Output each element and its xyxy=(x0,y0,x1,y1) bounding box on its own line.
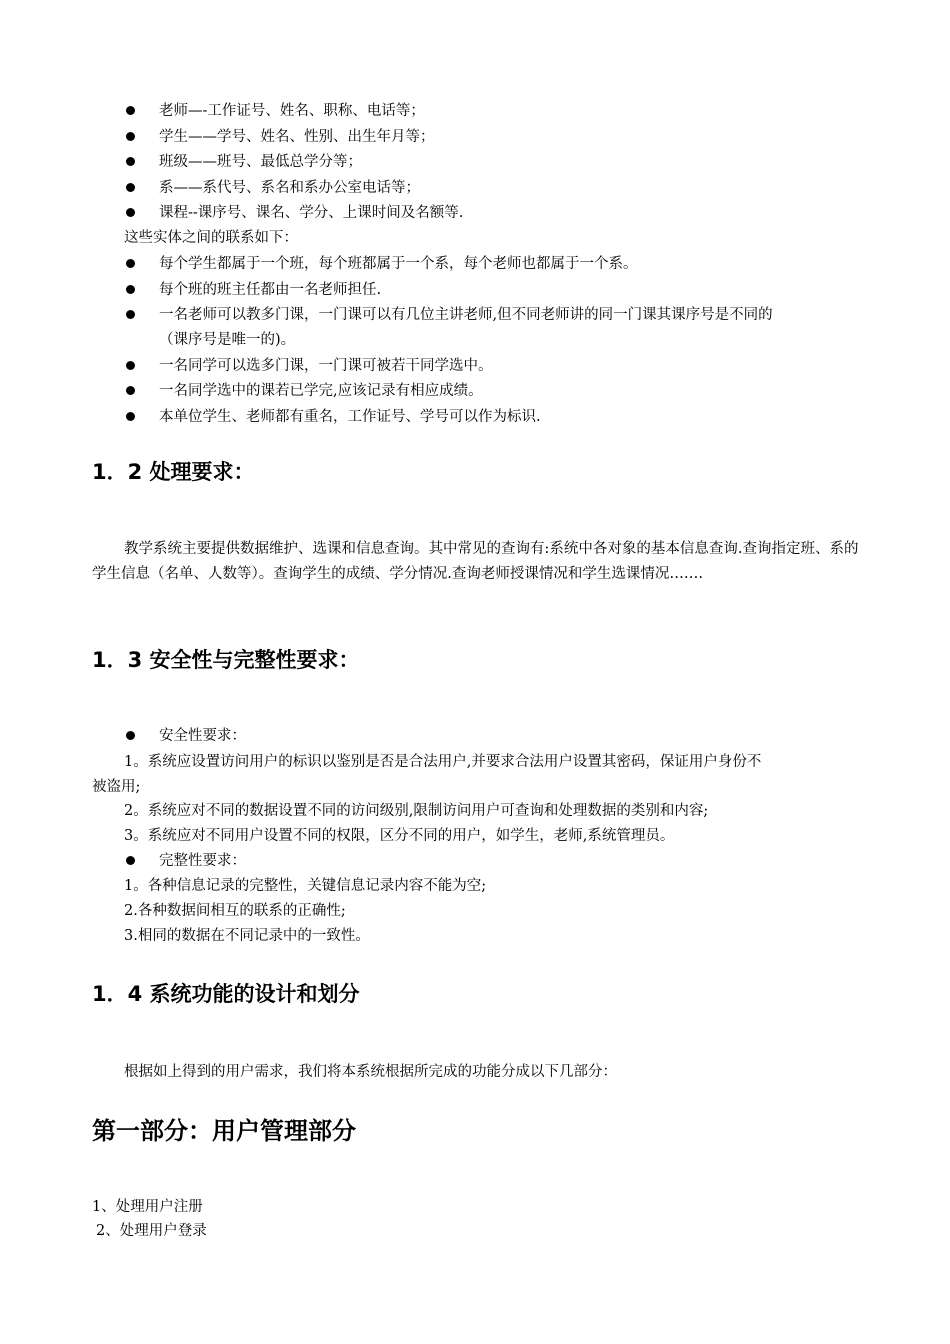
list-item-text: 一名同学选中的课若已学完,应该记录有相应成绩。 xyxy=(159,383,483,399)
security-item-1: 1。系统应设置访问用户的标识以鉴别是否是合法用户,并要求合法用户设置其密码，保证用户身份不 xyxy=(124,754,762,770)
integrity-item-2: 2.各种数据间相互的联系的正确性; xyxy=(124,903,346,919)
bullet-icon xyxy=(126,183,135,192)
bullet-icon xyxy=(126,106,135,115)
security-item-1-continued: 被盗用; xyxy=(92,779,141,795)
section-heading-1-3: 1．3 安全性与完整性要求： xyxy=(92,648,360,672)
section-1-2-paragraph: 教学系统主要提供数据维护、选课和信息查询。其中常见的查询有:系统中各对象的基本信息查询.查询指定班、系的学生信息（名单、人数等）。查询学生的成绩、学分情况.查询老师授课情况和学生选课情况……. xyxy=(92,541,859,582)
bullet-icon xyxy=(126,132,135,141)
bullet-icon xyxy=(126,731,135,740)
list-item-text: 班级——班号、最低总学分等； xyxy=(159,154,362,170)
security-item-2: 2。系统应对不同的数据设置不同的访问级别,限制访问用户可查询和处理数据的类别和内容; xyxy=(124,803,709,819)
list-item-text: 一名老师可以教多门课，一门课可以有几位主讲老师,但不同老师讲的同一门课其课序号是不同的 xyxy=(159,307,773,323)
integrity-item-1: 1。各种信息记录的完整性，关键信息记录内容不能为空; xyxy=(124,878,487,894)
security-item-3: 3。系统应对不同用户设置不同的权限，区分不同的用户，如学生，老师,系统管理员。 xyxy=(124,828,675,844)
integrity-label: 完整性要求： xyxy=(159,853,246,869)
integrity-item-3: 3.相同的数据在不同记录中的一致性。 xyxy=(124,928,370,944)
bullet-icon xyxy=(126,361,135,370)
part-1-item-2: 2、处理用户登录 xyxy=(96,1223,207,1239)
list-item-text: 老师—-工作证号、姓名、职称、电话等； xyxy=(159,103,425,119)
bullet-icon xyxy=(126,157,135,166)
list-item-text-continued: （课序号是唯一的)。 xyxy=(159,332,296,348)
section-heading-1-2: 1．2 处理要求： xyxy=(92,460,255,484)
list-item-text: 系——系代号、系名和系办公室电话等； xyxy=(159,180,420,196)
bullet-icon xyxy=(126,259,135,268)
list-item-text: 一名同学可以选多门课，一门课可被若干同学选中。 xyxy=(159,358,493,374)
section-heading-1-4: 1．4 系统功能的设计和划分 xyxy=(92,982,360,1006)
list-item-text: 学生——学号、姓名、性别、出生年月等； xyxy=(159,129,435,145)
bullet-icon xyxy=(126,412,135,421)
bullet-icon xyxy=(126,208,135,217)
bullet-icon xyxy=(126,310,135,319)
bullet-icon xyxy=(126,386,135,395)
part-1-heading: 第一部分：用户管理部分 xyxy=(92,1117,356,1145)
part-1-item-1: 1、处理用户注册 xyxy=(92,1199,203,1215)
list-item-text: 课程--课序号、课名、学分、上课时间及名额等. xyxy=(159,205,464,221)
bullet-icon xyxy=(126,856,135,865)
list-item-text: 本单位学生、老师都有重名，工作证号、学号可以作为标识. xyxy=(159,409,541,425)
list-item-text: 每个班的班主任都由一名老师担任. xyxy=(159,282,382,298)
relations-intro: 这些实体之间的联系如下： xyxy=(124,230,298,246)
security-label: 安全性要求： xyxy=(159,728,246,744)
list-item-text: 每个学生都属于一个班，每个班都属于一个系，每个老师也都属于一个系。 xyxy=(159,256,638,272)
bullet-icon xyxy=(126,285,135,294)
section-1-4-paragraph: 根据如上得到的用户需求，我们将本系统根据所完成的功能分成以下几部分： xyxy=(124,1064,617,1080)
